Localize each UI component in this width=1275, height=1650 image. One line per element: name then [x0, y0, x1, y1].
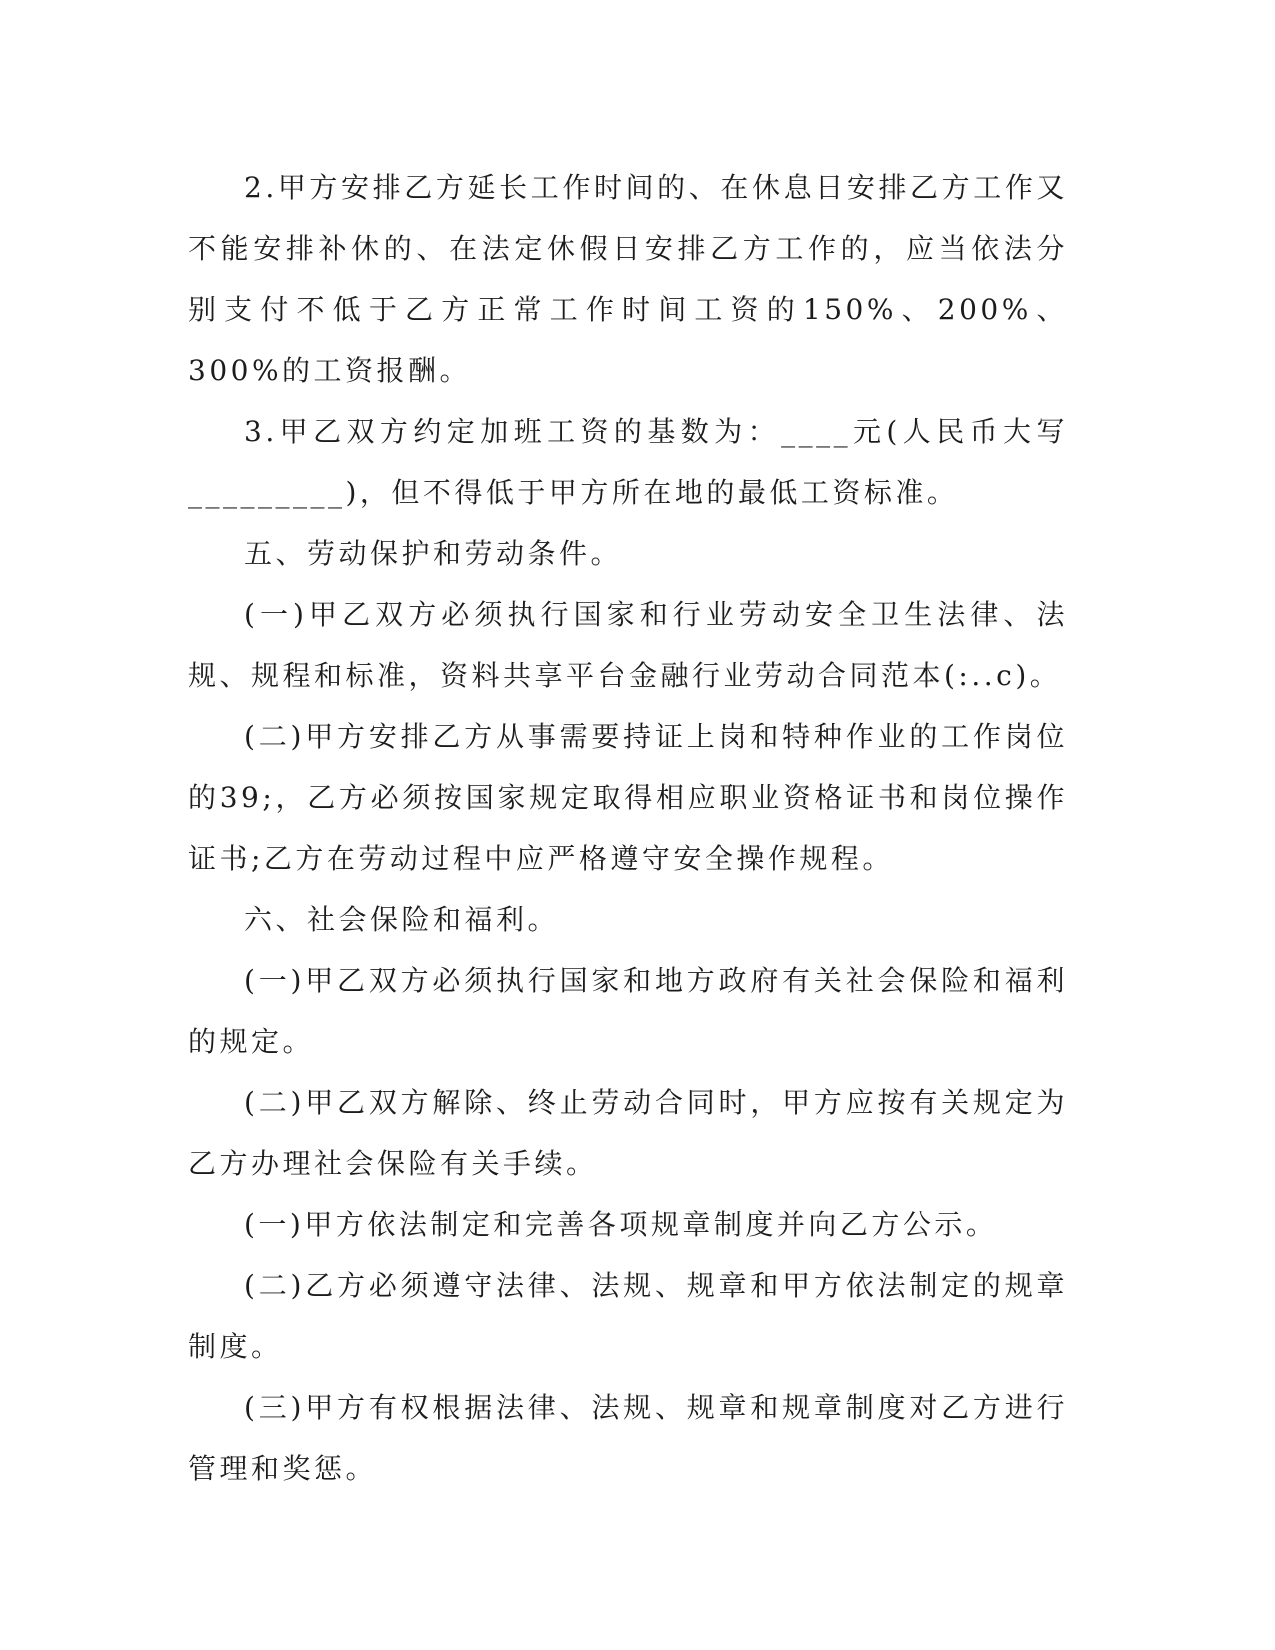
section-heading-labor-protection: 五、劳动保护和劳动条件。 — [244, 537, 623, 570]
paragraph-overtime-pay-rates: 2.甲方安排乙方延长工作时间的、在休息日安排乙方工作又不能安排补休的、在法定休假日安排乙方工作的，应当依法分别支付不低于乙方正常工作时间工资的150%、200%、300%的工资报酬。 — [188, 171, 1068, 387]
paragraph-overtime-base: 3.甲乙双方约定加班工资的基数为：____元(人民币大写_________)，但不得低于甲方所在地的最低工资标准。 — [188, 415, 1068, 509]
document-body — [188, 157, 1068, 1499]
paragraph-rules-compliance: (二)乙方必须遵守法律、法规、规章和甲方依法制定的规章制度。 — [188, 1269, 1068, 1363]
section-heading-social-insurance: 六、社会保险和福利。 — [244, 903, 560, 936]
paragraph-insurance-regulations: (一)甲乙双方必须执行国家和地方政府有关社会保险和福利的规定。 — [188, 964, 1068, 1058]
paragraph-management-rights: (三)甲方有权根据法律、法规、规章和规章制度对乙方进行管理和奖惩。 — [188, 1391, 1068, 1485]
paragraph-certified-positions: (二)甲方安排乙方从事需要持证上岗和特种作业的工作岗位的39;，乙方必须按国家规定取得相应职业资格证书和岗位操作证书;乙方在劳动过程中应严格遵守安全操作规程。 — [188, 720, 1068, 875]
paragraph-insurance-procedures: (二)甲乙双方解除、终止劳动合同时，甲方应按有关规定为乙方办理社会保险有关手续。 — [188, 1086, 1068, 1180]
paragraph-rules-publication: (一)甲方依法制定和完善各项规章制度并向乙方公示。 — [244, 1208, 998, 1241]
paragraph-safety-standards: (一)甲乙双方必须执行国家和行业劳动安全卫生法律、法规、规程和标准，资料共享平台金融行业劳动合同范本(:..c)。 — [188, 598, 1068, 692]
